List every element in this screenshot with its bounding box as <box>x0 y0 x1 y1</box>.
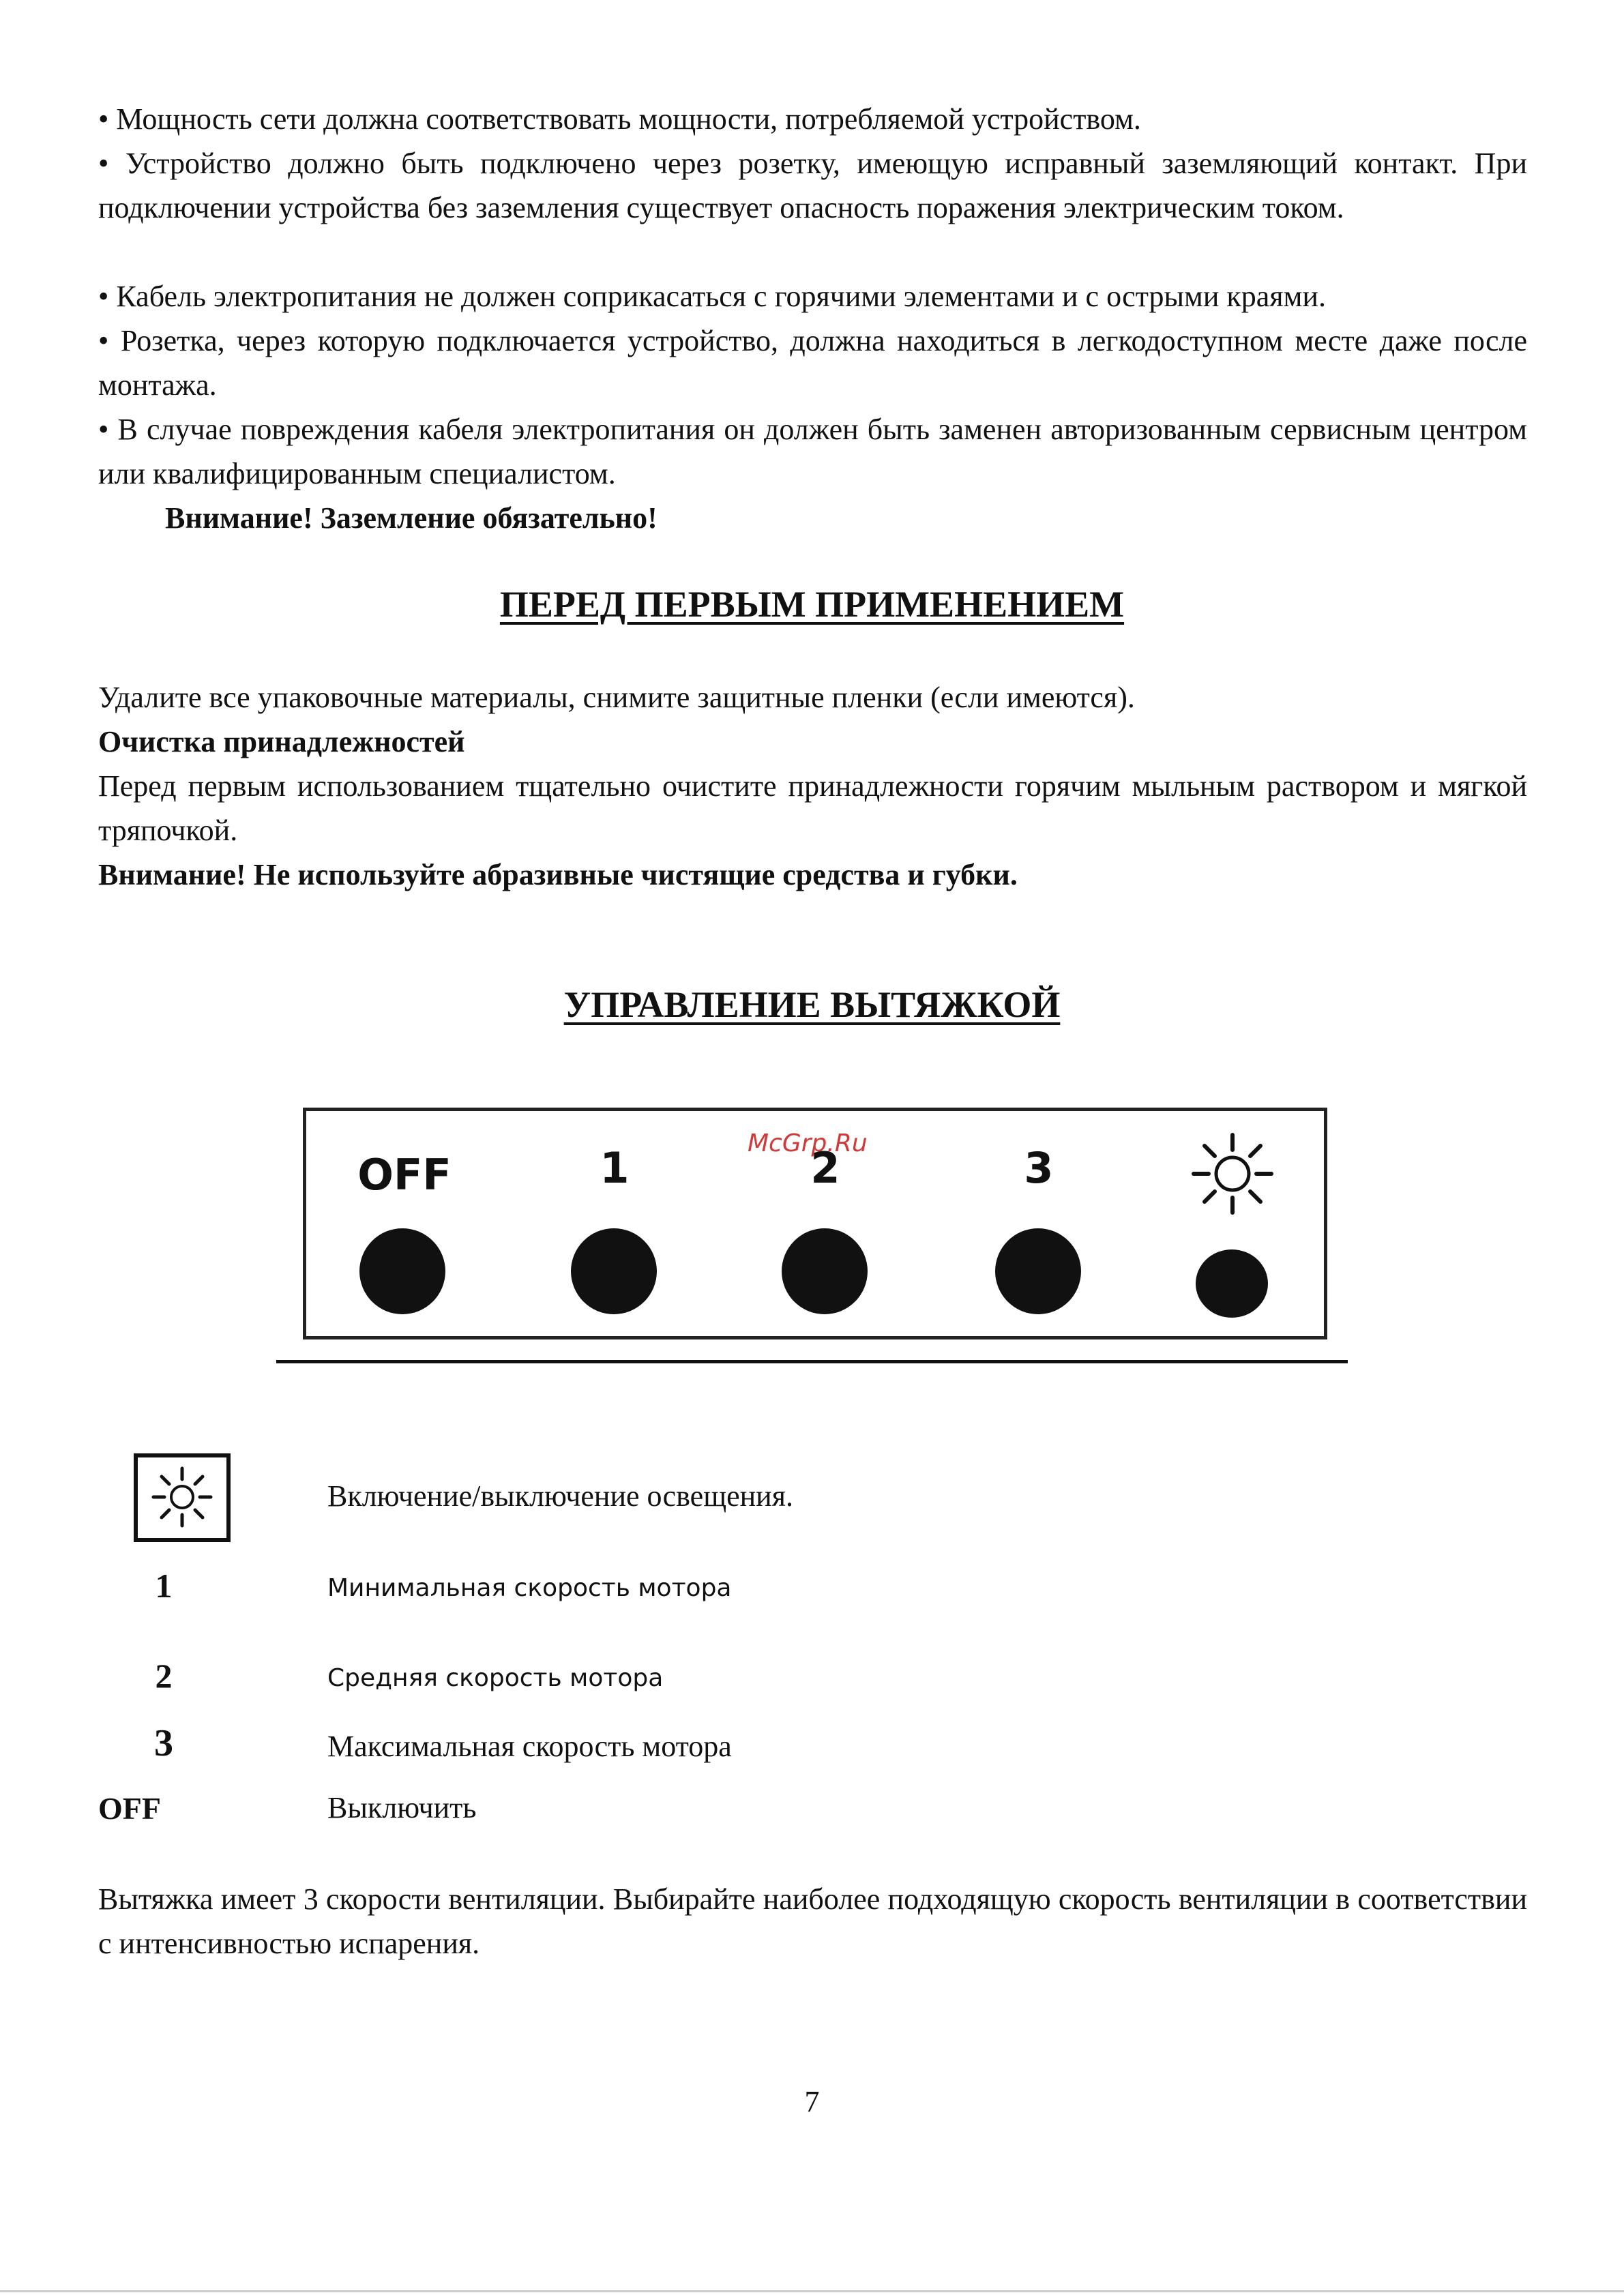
cleaning-title: Очистка принадлежностей <box>98 725 465 758</box>
knob-off <box>359 1228 445 1314</box>
legend-desc-3: Максимальная скорость мотора <box>327 1730 732 1763</box>
section-heading-before-first-use: ПЕРЕД ПЕРВЫМ ПРИМЕНЕНИЕМ <box>499 584 1125 625</box>
closing-text: Вытяжка имеет 3 скорости вентиляции. Выбирайте наиболее подходящую скорость вентиляции в соответствии с интенсивностью испарения. <box>98 1882 1527 1960</box>
legend-key-2: 2 <box>155 1657 173 1695</box>
watermark: McGrp.Ru <box>748 1129 868 1157</box>
bullet-grounded-socket: • Устройство должно быть подключено через розетку, имеющую исправный заземляющий контакт. При подключении устройства без заземления существует опасность поражения электрическим током. <box>98 147 1527 224</box>
knob-speed-3 <box>995 1228 1081 1314</box>
grounding-warning: Внимание! Заземление обязательно! <box>165 501 658 535</box>
panel-divider-line <box>276 1360 1348 1363</box>
legend-desc-off: Выключить <box>327 1791 477 1824</box>
panel-label-3: 3 <box>1024 1143 1054 1193</box>
knob-speed-2 <box>782 1228 868 1314</box>
remove-packaging-text: Удалите все упаковочные материалы, снимите защитные пленки (если имеются). <box>98 681 1135 714</box>
legend-light-icon <box>150 1464 214 1530</box>
legend-desc-1: Минимальная скорость мотора <box>327 1574 732 1602</box>
panel-label-1: 1 <box>600 1143 630 1193</box>
bottom-edge-rule <box>0 2290 1624 2292</box>
cleaning-text: Перед первым использованием тщательно очистите принадлежности горячим мыльным раствором и мягкой тряпочкой. <box>98 769 1527 847</box>
section-heading-hood-control: УПРАВЛЕНИЕ ВЫТЯЖКОЙ <box>563 984 1061 1025</box>
panel-label-2: 2 <box>810 1143 840 1193</box>
bullet-cable-damage: • В случае повреждения кабеля электропитания он должен быть заменен авторизованным сервисным центром или квалифицированным специалистом. <box>98 413 1527 490</box>
bullet-cable: • Кабель электропитания не должен соприкасаться с горячими элементами и с острыми краями. <box>98 280 1326 313</box>
legend-desc-2: Средняя скорость мотора <box>327 1664 664 1692</box>
legend-light-icon-box <box>134 1453 231 1542</box>
knob-light <box>1196 1249 1268 1318</box>
knob-speed-1 <box>571 1228 657 1314</box>
bullet-power: • Мощность сети должна соответствовать мощности, потребляемой устройством. <box>98 102 1141 136</box>
page-number: 7 <box>804 2085 820 2118</box>
legend-desc-light: Включение/выключение освещения. <box>327 1479 793 1513</box>
bullet-socket-access: • Розетка, через которую подключается устройство, должна находиться в легкодоступном месте даже после монтажа. <box>98 324 1527 402</box>
legend-key-3: 3 <box>154 1722 173 1764</box>
panel-light-icon <box>1190 1131 1275 1217</box>
legend-key-off: OFF <box>98 1791 161 1826</box>
panel-label-off: OFF <box>357 1150 452 1200</box>
legend-key-1: 1 <box>155 1567 173 1605</box>
abrasive-warning: Внимание! Не используйте абразивные чистящие средства и губки. <box>98 858 1018 891</box>
